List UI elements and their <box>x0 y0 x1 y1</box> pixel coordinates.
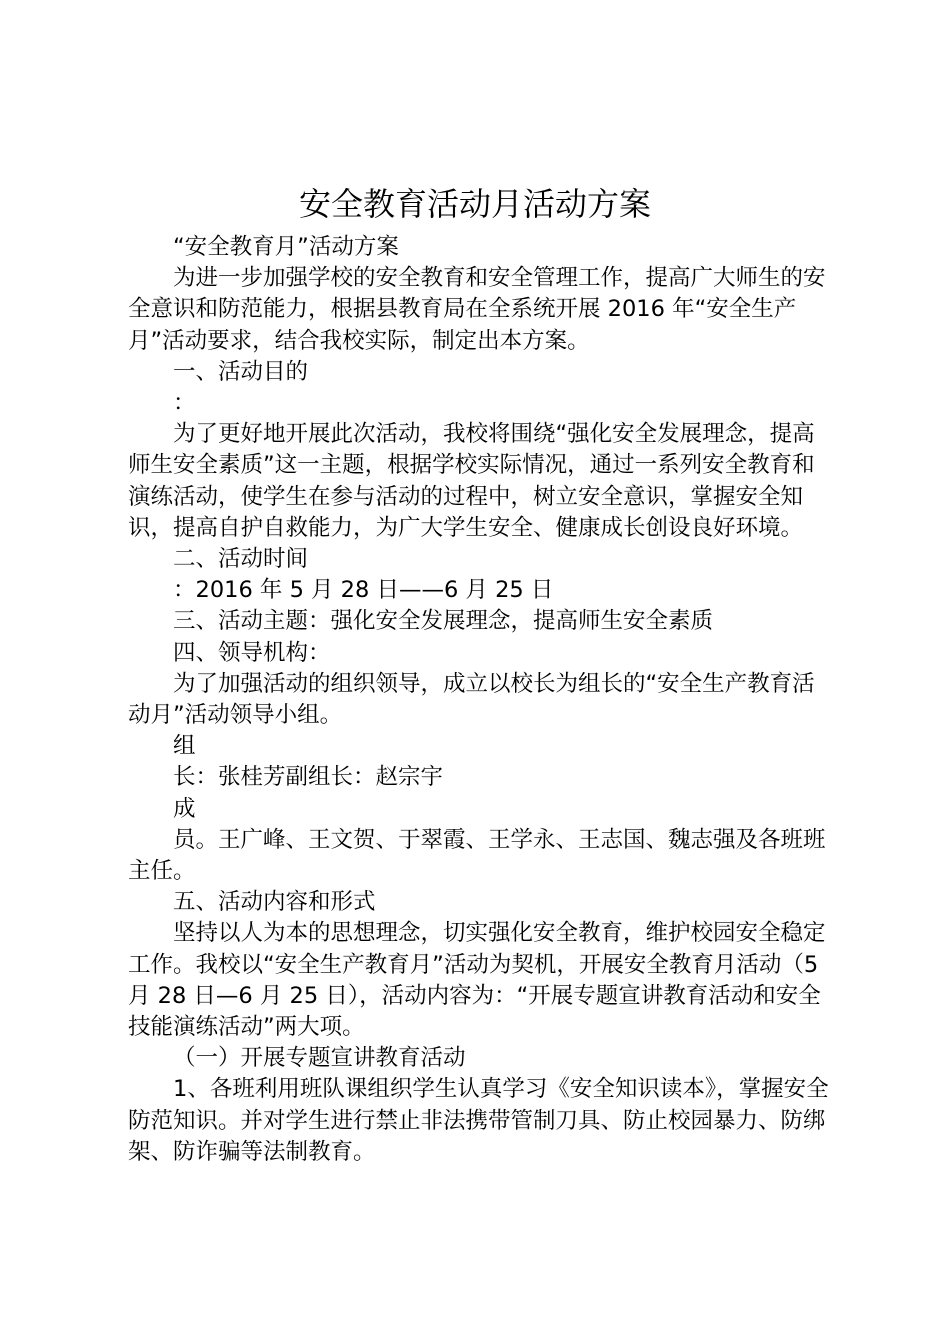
document-title: 安全教育活动月活动方案 <box>298 185 651 223</box>
section-heading-purpose: 一、活动目的 <box>173 358 309 385</box>
leader-label-line: 组 <box>173 733 196 760</box>
purpose-paragraph: 为了更好地开展此次活动，我校将围绕“强化安全发展理念，提高师生安全素质”这一主题，根据学校实际情况，通过一系列安全教育和演练活动，使学生在参与活动的过程中，树立安全意识，掌握安全知识，提高自护自救能力，为广大学生安全、健康成长创设良好环境。 <box>128 421 815 541</box>
theme-paragraph: 三、活动主题：强化安全发展理念，提高师生安全素质 <box>173 608 714 635</box>
content-paragraph: 坚持以人为本的思想理念，切实强化安全教育，维护校园安全稳定工作。我校以“安全生产教育月”活动为契机，开展安全教育月活动（5 月 28 日—6 月 25 日），活动内容为：“开展专题宣讲教育活动和安全技能演练活动”两大项。 <box>128 920 826 1041</box>
subsection-heading-lectures: （一）开展专题宣讲教育活动 <box>173 1045 466 1072</box>
member-names-paragraph: 员。王广峰、王文贺、于翠霞、王学永、王志国、魏志强及各班班主任。 <box>128 826 826 885</box>
leader-names-line: 长：张桂芳副组长：赵宗宇 <box>173 764 444 791</box>
leadership-paragraph: 为了加强活动的组织领导，成立以校长为组长的“安全生产教育活动月”活动领导小组。 <box>128 670 815 729</box>
time-paragraph: ：2016 年 5 月 28 日——6 月 25 日 <box>173 577 554 604</box>
colon-line: ： <box>173 390 196 417</box>
member-label-line: 成 <box>173 795 196 822</box>
document-body <box>128 232 833 1168</box>
intro-paragraph: 为进一步加强学校的安全教育和安全管理工作，提高广大师生的安全意识和防范能力，根据县教育局在全系统开展 2016 年“安全生产月”活动要求，结合我校实际，制定出本方案。 <box>128 265 826 354</box>
subtitle-paragraph: “安全教育月”活动方案 <box>173 234 399 260</box>
section-heading-content: 五、活动内容和形式 <box>173 889 376 916</box>
section-heading-time: 二、活动时间 <box>173 546 309 573</box>
item-1-paragraph: 1、各班利用班队课组织学生认真学习《安全知识读本》，掌握安全防范知识。并对学生进行禁止非法携带管制刀具、防止校园暴力、防绑架、防诈骗等法制教育。 <box>128 1076 829 1165</box>
section-heading-leadership: 四、领导机构： <box>173 639 331 666</box>
